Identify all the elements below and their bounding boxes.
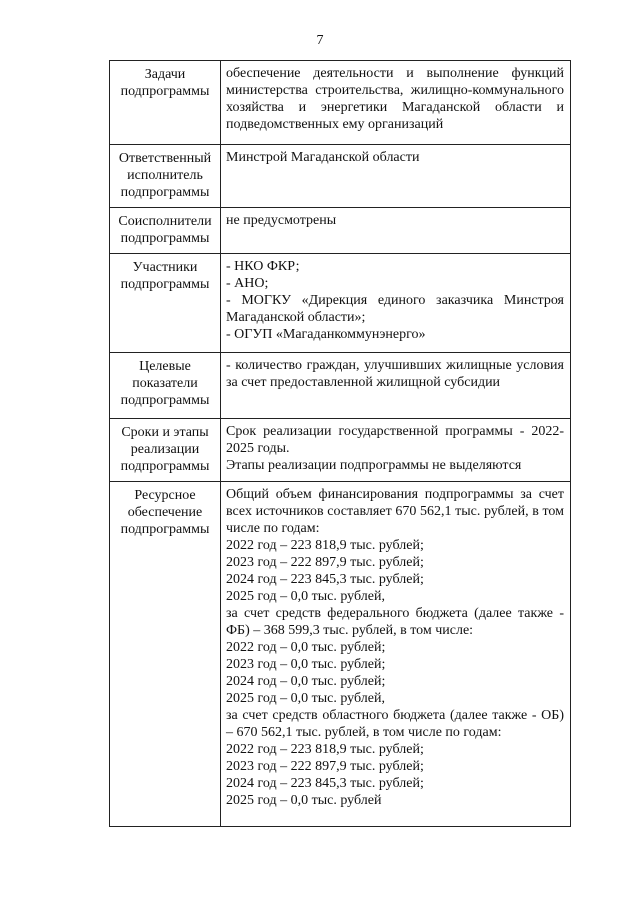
row-value: [221, 145, 571, 208]
row-value: [221, 61, 571, 145]
table-row-tasks: [110, 61, 571, 145]
table-row-indicators: [110, 353, 571, 419]
table-row-timeline: [110, 419, 571, 482]
subprogram-passport-table: [109, 60, 571, 827]
value-line: ФБ) – 368 599,3 тыс. рублей, в том числе:: [226, 623, 474, 638]
value-line: 2025 год – 0,0 тыс. рублей,: [226, 589, 385, 604]
value-line: 2022 год – 223 818,9 тыс. рублей;: [226, 742, 424, 757]
value-line: числе по годам:: [226, 521, 320, 536]
value-line: 2025 годы.: [226, 441, 290, 456]
value-line: Этапы реализации подпрограммы не выделяются: [226, 458, 522, 473]
value-line: 2025 год – 0,0 тыс. рублей: [226, 793, 382, 808]
row-value: [221, 208, 571, 254]
value-line: не предусмотрены: [226, 213, 337, 228]
value-line: - АНО;: [226, 276, 269, 291]
row-label: Задачи подпрограммы: [110, 61, 221, 145]
row-value: [221, 254, 571, 353]
row-label: Целевые показатели подпрограммы: [110, 353, 221, 419]
row-label: Соисполнители подпрограммы: [110, 208, 221, 254]
row-label: Участники подпрограммы: [110, 254, 221, 353]
value-line: министерства строительства, жилищно-коммунального: [226, 83, 564, 98]
value-line: 2025 год – 0,0 тыс. рублей,: [226, 691, 385, 706]
row-label: Ответственный исполнитель подпрограммы: [110, 145, 221, 208]
value-line: 2023 год – 222 897,9 тыс. рублей;: [226, 555, 424, 570]
value-line: за счет средств федерального бюджета (далее также -: [226, 606, 564, 621]
value-line: – 670 562,1 тыс. рублей, в том числе по годам:: [226, 725, 502, 740]
value-line: Минстрой Магаданской области: [226, 150, 420, 165]
value-line: хозяйства и энергетики Магаданской области и: [226, 100, 564, 115]
value-line: подведомственных ему организаций: [226, 117, 444, 132]
table-row-funding: [110, 482, 571, 827]
value-line: 2022 год – 0,0 тыс. рублей;: [226, 640, 386, 655]
value-line: всех источников составляет 670 562,1 тыс. рублей, в том: [226, 504, 564, 519]
value-line: - НКО ФКР;: [226, 259, 300, 274]
row-value: [221, 353, 571, 419]
value-line: Срок реализации государственной программы - 2022-: [226, 424, 564, 439]
table-row-responsible: [110, 145, 571, 208]
value-line: Общий объем финансирования подпрограммы за счет: [226, 487, 564, 502]
value-line: - МОГКУ «Дирекция единого заказчика Минстроя: [226, 293, 564, 308]
value-line: 2023 год – 222 897,9 тыс. рублей;: [226, 759, 424, 774]
value-line: Магаданской области»;: [226, 310, 366, 325]
value-line: 2024 год – 223 845,3 тыс. рублей;: [226, 572, 424, 587]
value-line: за счет средств областного бюджета (далее также - ОБ): [226, 708, 564, 723]
row-value: [221, 482, 571, 827]
value-line: - количество граждан, улучшивших жилищные условия: [226, 358, 564, 373]
row-value: [221, 419, 571, 482]
row-label: Ресурсное обеспечение подпрограммы: [110, 482, 221, 827]
value-line: обеспечение деятельности и выполнение функций: [226, 66, 564, 81]
value-line: 2024 год – 223 845,3 тыс. рублей;: [226, 776, 424, 791]
value-line: 2024 год – 0,0 тыс. рублей;: [226, 674, 386, 689]
value-line: 2022 год – 223 818,9 тыс. рублей;: [226, 538, 424, 553]
row-label: Сроки и этапы реализации подпрограммы: [110, 419, 221, 482]
value-line: за счет предоставленной жилищной субсидии: [226, 375, 501, 390]
value-line: 2023 год – 0,0 тыс. рублей;: [226, 657, 386, 672]
page-number: 7: [316, 33, 324, 48]
value-line: - ОГУП «Магаданкоммунэнерго»: [226, 327, 426, 342]
table-row-co-executors: [110, 208, 571, 254]
table-row-participants: [110, 254, 571, 353]
